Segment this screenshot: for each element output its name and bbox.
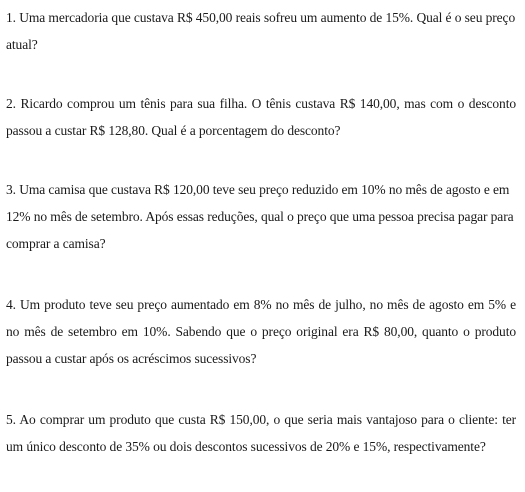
question-3-number: 3. [6, 182, 16, 197]
question-3-text: Uma camisa que custava R$ 120,00 teve seu preço reduzido em 10% no mês de agosto e em 12% no mês de setembro. Após essas reduções, qual o preço que uma pessoa precisa pagar para comprar a camisa? [6, 182, 514, 251]
question-5-text: Ao comprar um produto que custa R$ 150,00, o que seria mais vantajoso para o cliente: ter um único desconto de 35% ou dois descontos sucessivos de 20% e 15%, respectivamente? [6, 412, 517, 454]
question-5 [6, 406, 516, 460]
question-2 [6, 90, 516, 144]
question-4-text: Um produto teve seu preço aumentado em 8% no mês de julho, no mês de agosto em 5% e no mês de setembro em 10%. Sabendo que o preço original era R$ 80,00, quanto o produto passou a custar após os acréscimos sucessivos? [6, 297, 517, 366]
question-1-text: Uma mercadoria que custava R$ 450,00 reais sofreu um aumento de 15%. Qual é o seu preço atual? [6, 10, 516, 52]
question-1 [6, 4, 516, 58]
question-5-number: 5. [6, 412, 16, 427]
question-3 [6, 176, 516, 257]
question-4-number: 4. [6, 297, 16, 312]
question-2-number: 2. [6, 96, 16, 111]
question-4 [6, 291, 516, 372]
question-2-text: Ricardo comprou um tênis para sua filha. O tênis custava R$ 140,00, mas com o desconto passou a custar R$ 128,80. Qual é a porcentagem do desconto? [6, 96, 516, 138]
question-1-number: 1. [6, 10, 16, 25]
